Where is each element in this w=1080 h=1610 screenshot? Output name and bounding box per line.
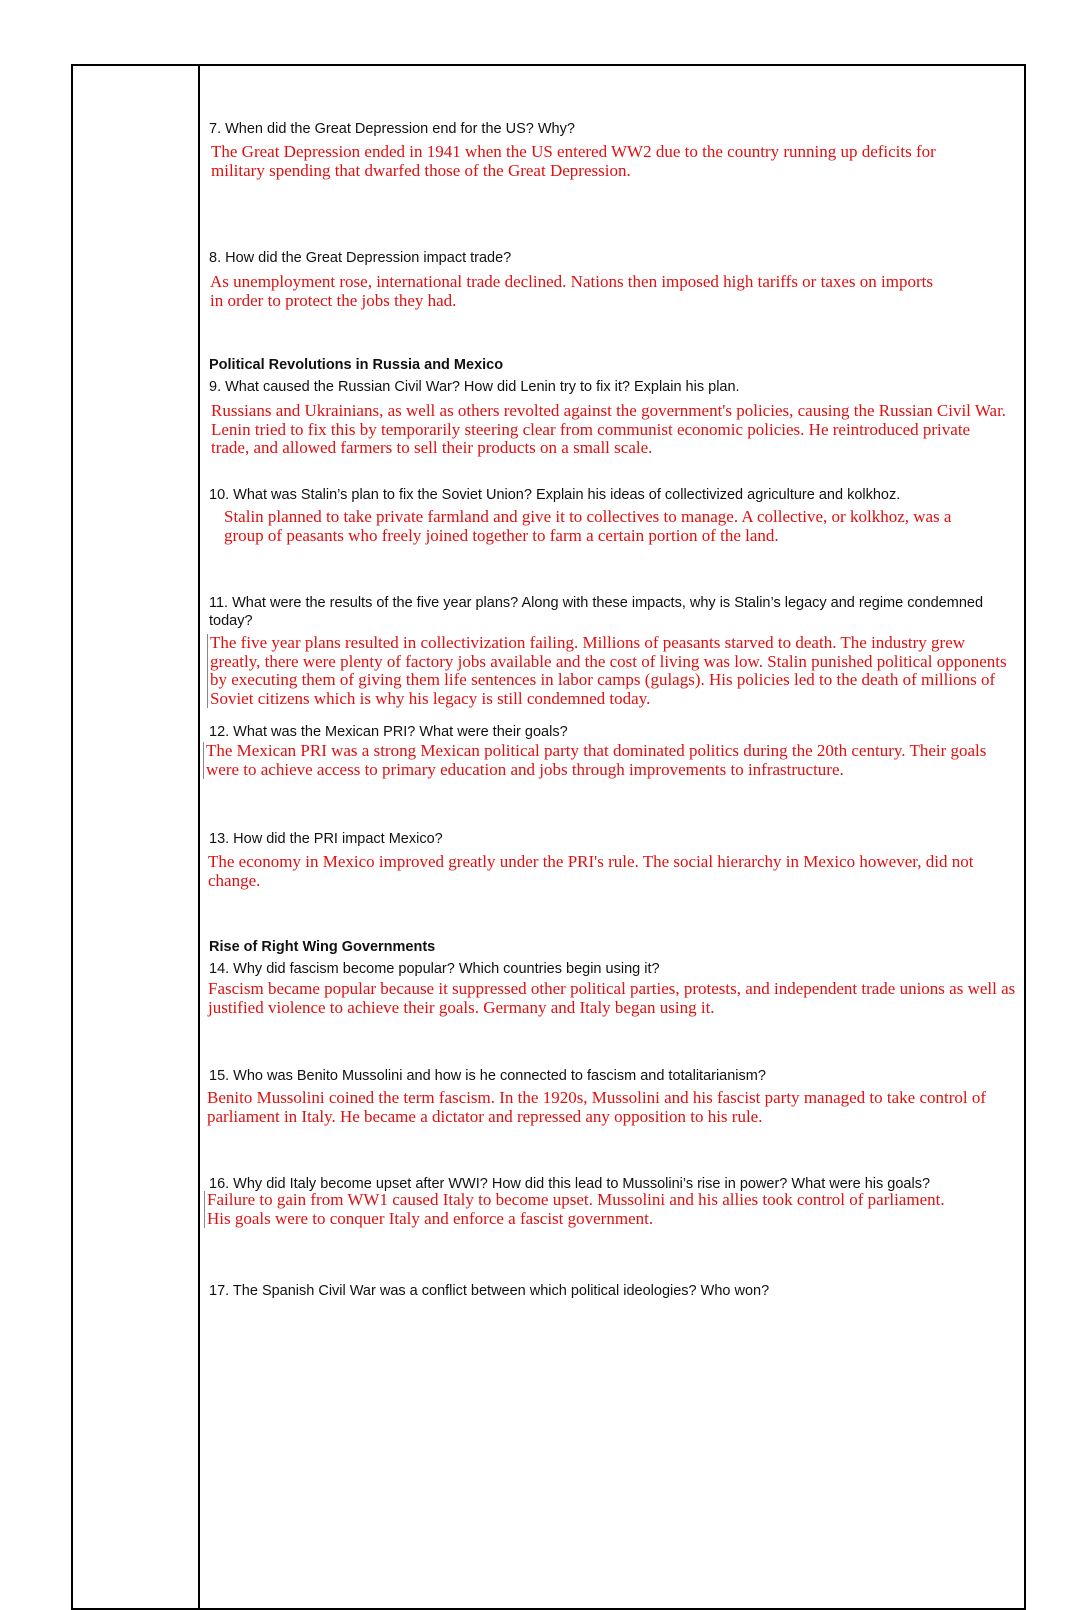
section-heading-right-wing: Rise of Right Wing Governments: [209, 939, 436, 955]
question-8: 8. How did the Great Depression impact trade?: [209, 250, 512, 266]
answer-11: The five year plans resulted in collectivization failing. Millions of peasants starved to death. The industry grew greatly, there were plenty of factory jobs available and the cost of living was low. Stalin punished political opponents by executing them of giving them life sentences in labor camps (gulags). His policies led to the death of millions of Soviet citizens which is why his legacy is still condemned today.: [207, 634, 1010, 708]
answer-12: The Mexican PRI was a strong Mexican political party that dominated politics during the 20th century. Their goals were to achieve access to primary education and jobs through improvements to infrastructure.: [203, 742, 1006, 779]
answer-8: As unemployment rose, international trade declined. Nations then imposed high tariffs or taxes on imports in order to protect the jobs they had.: [210, 272, 933, 310]
table-column-divider: [198, 64, 200, 1610]
question-12: 12. What was the Mexican PRI? What were their goals?: [209, 724, 568, 740]
answer-10: Stalin planned to take private farmland and give it to collectives to manage. A collective, or kolkhoz, was a group of peasants who freely joined together to farm a certain portion of the land.: [224, 507, 952, 545]
question-9: 9. What caused the Russian Civil War? How did Lenin try to fix it? Explain his plan.: [209, 379, 740, 395]
question-15: 15. Who was Benito Mussolini and how is he connected to fascism and totalitarianism?: [209, 1068, 766, 1084]
section-heading-russia-mexico: Political Revolutions in Russia and Mexico: [209, 357, 504, 373]
question-17: 17. The Spanish Civil War was a conflict between which political ideologies? Who won?: [209, 1283, 770, 1299]
answer-9: Russians and Ukrainians, as well as others revolted against the government's policies, causing the Russian Civil War. Lenin tried to fix this by temporarily steering clear from communist economic policies. He reintroduced private trade, and allowed farmers to sell their products on a small scale.: [211, 401, 1007, 458]
question-10: 10. What was Stalin’s plan to fix the Soviet Union? Explain his ideas of collectivized agriculture and kolkhoz.: [209, 487, 901, 503]
answer-16: Failure to gain from WW1 caused Italy to become upset. Mussolini and his allies took control of parliament. His goals were to conquer Italy and enforce a fascist government.: [204, 1191, 947, 1228]
question-11: 11. What were the results of the five year plans? Along with these impacts, why is Stalin’s legacy and regime condemned today?: [209, 595, 984, 629]
answer-7: The Great Depression ended in 1941 when the US entered WW2 due to the country running up deficits for military spending that dwarfed those of the Great Depression.: [211, 142, 936, 180]
question-14: 14. Why did fascism become popular? Which countries begin using it?: [209, 961, 660, 977]
question-13: 13. How did the PRI impact Mexico?: [209, 831, 443, 847]
answer-15: Benito Mussolini coined the term fascism. In the 1920s, Mussolini and his fascist party managed to take control of parliament in Italy. He became a dictator and repressed any opposition to his rule.: [207, 1088, 987, 1126]
answer-13: The economy in Mexico improved greatly under the PRI's rule. The social hierarchy in Mexico however, did not change.: [208, 852, 974, 890]
question-7: 7. When did the Great Depression end for the US? Why?: [209, 121, 575, 137]
question-16: 16. Why did Italy become upset after WWI? How did this lead to Mussolini’s rise in power? What were his goals?: [209, 1176, 931, 1192]
answer-14: Fascism became popular because it suppressed other political parties, protests, and independent trade unions as well as justified violence to achieve their goals. Germany and Italy began using it.: [208, 979, 1016, 1017]
